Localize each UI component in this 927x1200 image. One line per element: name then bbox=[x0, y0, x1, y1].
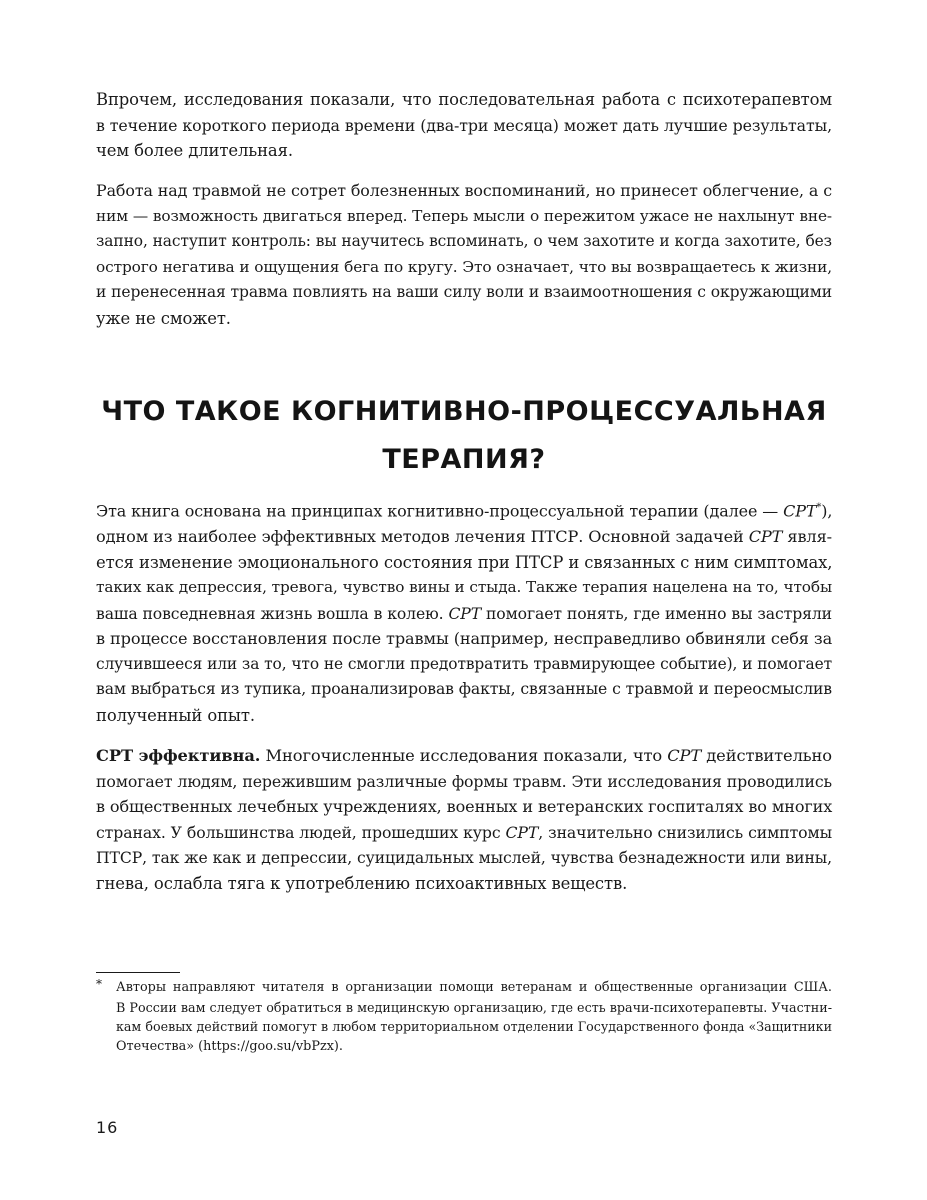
text-line: гнева, ослабла тяга к употреблению психоактивных веществ. bbox=[96, 873, 628, 893]
text-line bbox=[96, 601, 832, 627]
footnote bbox=[96, 978, 832, 1056]
text-line: в общественных лечебных учреждениях, военных и ветеранских госпиталях во многих bbox=[96, 797, 833, 817]
text-fragment: ), bbox=[821, 501, 833, 521]
text-fragment: Многочисленные исследования показали, что bbox=[260, 746, 668, 765]
bold-lead: CPT эффективна. bbox=[96, 746, 261, 765]
text-line bbox=[96, 524, 832, 550]
cpt-term: CPT bbox=[748, 526, 783, 546]
text-line: в течение короткого периода времени (два-три месяца) может дать лучшие результаты, bbox=[96, 115, 832, 135]
paragraph-cpt-description bbox=[96, 495, 832, 729]
cpt-term: CPT bbox=[448, 603, 482, 623]
text-line bbox=[96, 820, 832, 846]
footnote-mark: * bbox=[96, 977, 102, 991]
text-fragment: Эта книга основана на принципах когнитивно-процессуальной терапии (далее — bbox=[96, 501, 784, 521]
cpt-term: CPT bbox=[783, 501, 817, 521]
text-line bbox=[96, 743, 832, 769]
text-fragment: ваша повседневная жизнь вошла в колею. bbox=[96, 603, 449, 623]
text-line: вам выбраться из тупика, проанализировав факты, связанные с травмой и переосмыслив bbox=[96, 680, 832, 699]
heading-line-1: ЧТО ТАКОЕ КОГНИТИВНО-ПРОЦЕССУАЛЬНАЯ bbox=[101, 396, 827, 427]
text-line: помогает людям, пережившим различные формы травм. Эти исследования проводились bbox=[96, 771, 832, 791]
footnote-body bbox=[116, 978, 832, 1056]
text-line: ется изменение эмоционального состояния при ПТСР и связанных с ним симптомах, bbox=[96, 552, 833, 572]
text-line: случившееся или за то, что не смогли предотвратить травмирующее событие), и помогает bbox=[96, 654, 832, 673]
paragraph-cpt-effective bbox=[96, 743, 832, 897]
footnote-divider bbox=[96, 972, 180, 973]
text-line: запно, наступит контроль: вы научитесь вспоминать, о чем захотите и когда захотите, без bbox=[96, 232, 832, 251]
text-fragment: , значительно снизились симптомы bbox=[538, 822, 832, 842]
text-line: острого негатива и ощущения бега по кругу. Это означает, что вы возвращаетесь к жизни, bbox=[96, 257, 832, 276]
text-line bbox=[96, 495, 832, 524]
text-fragment: явля- bbox=[787, 526, 832, 546]
heading-line-2: ТЕРАПИЯ? bbox=[382, 444, 546, 475]
text-fragment: одном из наиболее эффективных методов лечения ПТСР. Основной задачей bbox=[96, 526, 749, 546]
footnote-ref[interactable]: * bbox=[816, 502, 822, 513]
footnote-line: Отечества» (https://goo.su/vbPzx). bbox=[116, 1038, 343, 1054]
text-line: полученный опыт. bbox=[96, 706, 255, 726]
text-line: ним — возможность двигаться вперед. Теперь мысли о пережитом ужасе не нахлынут вне- bbox=[96, 206, 832, 225]
text-line: Работа над травмой не сотрет болезненных воспоминаний, но принесет облегчение, а с bbox=[96, 181, 832, 200]
text-fragment: действительно bbox=[701, 746, 832, 765]
text-line: таких как депрессия, тревога, чувство вины и стыда. Также терапия нацелена на то, чтобы bbox=[96, 578, 832, 597]
text-line: уже не сможет. bbox=[96, 308, 231, 328]
footnote-line: Авторы направляют читателя в организации помощи ветеранам и общественные организации США. bbox=[116, 980, 832, 995]
text-line: и перенесенная травма повлиять на ваши силу воли и взаимоотношения с окружающими bbox=[96, 283, 832, 302]
text-line: ПТСР, так же как и депрессии, суицидальных мыслей, чувства безнадежности или вины, bbox=[96, 848, 832, 868]
cpt-term: CPT bbox=[505, 822, 539, 842]
text-line: чем более длительная. bbox=[96, 141, 293, 161]
text-fragment: помогает понять, где именно вы застряли bbox=[481, 603, 832, 623]
footnote-line: В России вам следует обратиться в медицинскую организацию, где есть врачи-психотерапевты. Участни- bbox=[116, 999, 832, 1015]
section-heading bbox=[96, 388, 832, 484]
text-line: Впрочем, исследования показали, что последовательная работа с психотерапевтом bbox=[96, 90, 832, 109]
page-number: 16 bbox=[96, 1118, 119, 1137]
cpt-term: CPT bbox=[667, 746, 702, 765]
paragraph-trauma-work bbox=[96, 178, 832, 332]
footnote-line: кам боевых действий помогут в любом территориальном отделении Государственного фонда «Защитники bbox=[116, 1019, 832, 1035]
paragraph-intro bbox=[96, 87, 832, 164]
text-fragment: странах. У большинства людей, прошедших курс bbox=[96, 822, 506, 842]
text-line: в процессе восстановления после травмы (например, несправедливо обвиняли себя за bbox=[96, 629, 833, 649]
